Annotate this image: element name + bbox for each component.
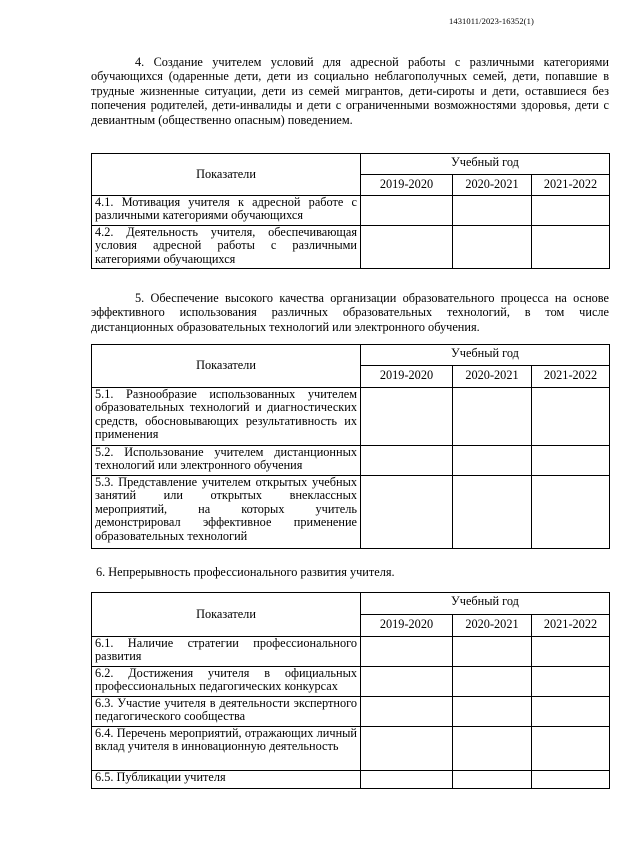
value-cell: [453, 388, 532, 446]
section-6-heading: 6. Непрерывность профессионального развития учителя.: [96, 565, 395, 579]
indicator-6-1: 6.1. Наличие стратегии профессионального развития: [92, 637, 361, 667]
section-4-heading: 4. Создание учителем условий для адресной работы с различными категориями обучающихся (одаренные дети, дети из социально неблагополучных семей, дети, попавшие в трудные жизненные ситуации, дети из семей мигрантов, дети-сироты и дети, оставшиеся без попечения родителей, дети-инвалиды и дети с ограниченными возможностями здоровья, дети с девиантным (общественно опасным) поведением.: [91, 55, 609, 127]
value-cell: [532, 476, 610, 549]
header-academic-year: Учебный год: [361, 154, 610, 175]
header-year-2019-2020: 2019-2020: [361, 615, 453, 637]
indicator-6-5: 6.5. Публикации учителя: [92, 771, 361, 789]
table-row: [92, 196, 610, 226]
header-year-2019-2020: 2019-2020: [361, 366, 453, 388]
header-academic-year: Учебный год: [361, 345, 610, 366]
value-cell: [361, 226, 453, 269]
table-row: [92, 446, 610, 476]
value-cell: [361, 196, 453, 226]
value-cell: [453, 226, 532, 269]
table-row: [92, 388, 610, 446]
document-number: 1431011/2023-16352(1): [449, 16, 534, 26]
value-cell: [453, 446, 532, 476]
value-cell: [532, 196, 610, 226]
table-row: [92, 226, 610, 269]
table-row: [92, 771, 610, 789]
value-cell: [361, 476, 453, 549]
value-cell: [361, 637, 453, 667]
indicator-4-1: 4.1. Мотивация учителя к адресной работе с различными категориями обучающихся: [92, 196, 361, 226]
indicator-5-1: 5.1. Разнообразие использованных учителем образовательных технологий и диагностических средств, обосновывающих результативность их применения: [92, 388, 361, 446]
value-cell: [361, 771, 453, 789]
value-cell: [453, 196, 532, 226]
value-cell: [361, 727, 453, 771]
value-cell: [453, 476, 532, 549]
header-indicators: Показатели: [92, 345, 361, 388]
header-academic-year: Учебный год: [361, 593, 610, 615]
header-year-2020-2021: 2020-2021: [453, 175, 532, 196]
value-cell: [453, 771, 532, 789]
table-row: [92, 637, 610, 667]
value-cell: [532, 667, 610, 697]
value-cell: [453, 697, 532, 727]
indicator-4-2: 4.2. Деятельность учителя, обеспечивающая условия адресной работы с различными категориями обучающихся: [92, 226, 361, 269]
value-cell: [532, 727, 610, 771]
value-cell: [532, 697, 610, 727]
indicator-5-3: 5.3. Представление учителем открытых учебных занятий или открытых внеклассных мероприятий, на которых учитель демонстрировал эффективное применение образовательных технологий: [92, 476, 361, 549]
header-year-2020-2021: 2020-2021: [453, 366, 532, 388]
header-year-2019-2020: 2019-2020: [361, 175, 453, 196]
value-cell: [532, 388, 610, 446]
table-row: [92, 727, 610, 771]
header-year-2020-2021: 2020-2021: [453, 615, 532, 637]
header-year-2021-2022: 2021-2022: [532, 615, 610, 637]
value-cell: [453, 727, 532, 771]
table-section-6: [91, 592, 610, 789]
value-cell: [361, 388, 453, 446]
table-row: [92, 697, 610, 727]
indicator-6-4: 6.4. Перечень мероприятий, отражающих личный вклад учителя в инновационную деятельность: [92, 727, 361, 771]
table-section-5: [91, 344, 610, 549]
value-cell: [532, 446, 610, 476]
table-row: [92, 476, 610, 549]
indicator-6-2: 6.2. Достижения учителя в официальных профессиональных педагогических конкурсах: [92, 667, 361, 697]
indicator-6-3: 6.3. Участие учителя в деятельности экспертного педагогического сообщества: [92, 697, 361, 727]
value-cell: [532, 637, 610, 667]
header-year-2021-2022: 2021-2022: [532, 366, 610, 388]
value-cell: [532, 771, 610, 789]
value-cell: [453, 667, 532, 697]
indicator-5-2: 5.2. Использование учителем дистанционных технологий или электронного обучения: [92, 446, 361, 476]
header-year-2021-2022: 2021-2022: [532, 175, 610, 196]
section-5-heading: 5. Обеспечение высокого качества организации образовательного процесса на основе эффективного использования различных образовательных технологий, в том числе дистанционных образовательных технологий или электронного обучения.: [91, 291, 609, 334]
value-cell: [361, 446, 453, 476]
value-cell: [532, 226, 610, 269]
table-section-4: [91, 153, 610, 269]
value-cell: [453, 637, 532, 667]
header-indicators: Показатели: [92, 154, 361, 196]
value-cell: [361, 667, 453, 697]
header-indicators: Показатели: [92, 593, 361, 637]
table-row: [92, 667, 610, 697]
value-cell: [361, 697, 453, 727]
